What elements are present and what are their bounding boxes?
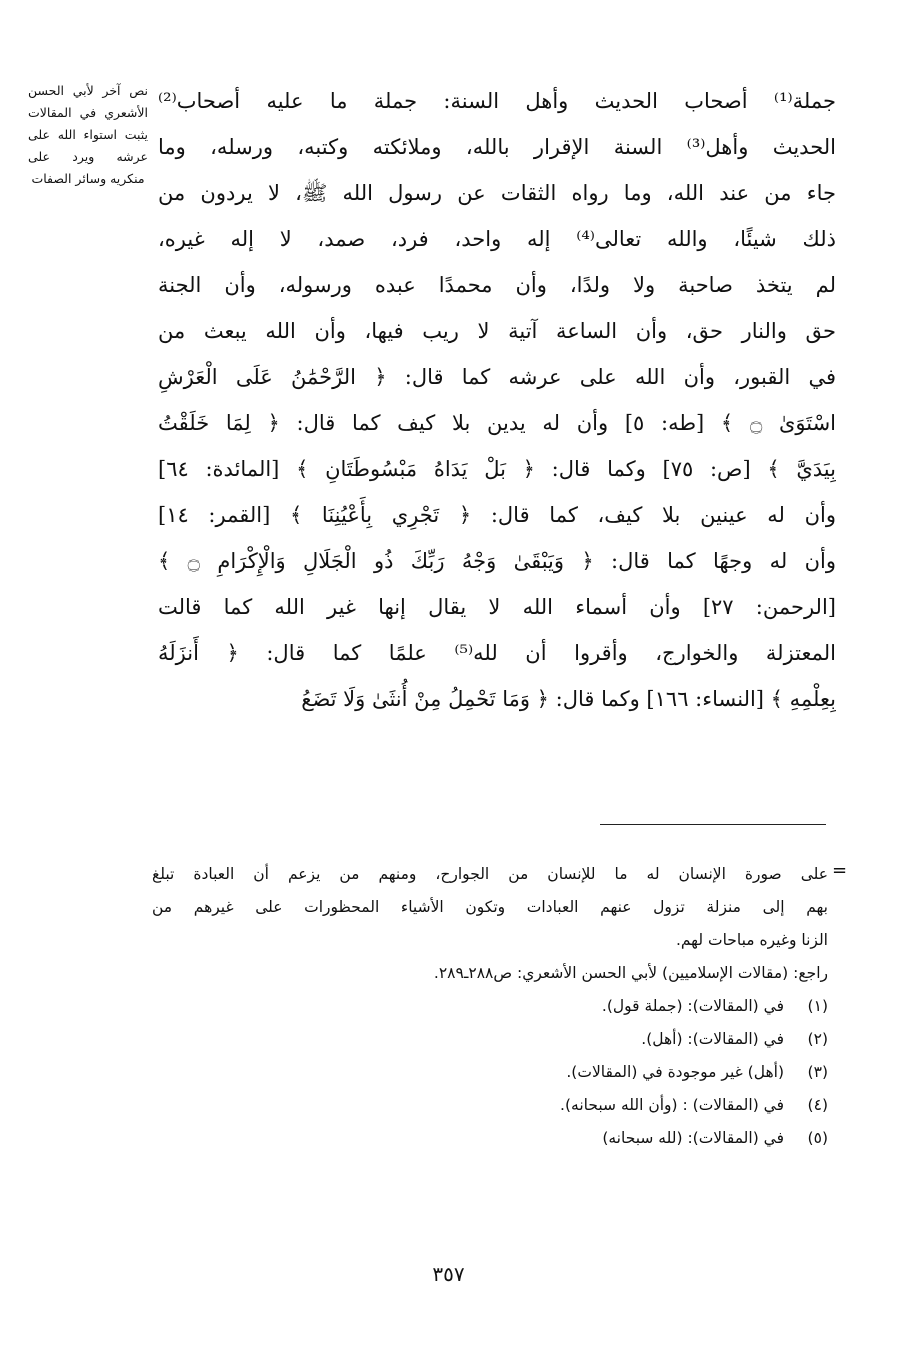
- text-line: [الرحمن: ٢٧] وأن أسماء الله لا يقال إنها غير الله كما قالت: [158, 595, 836, 619]
- footnote-text: في (المقالات): (أهل).: [641, 1030, 784, 1048]
- footnote-number: (٥): [807, 1129, 828, 1147]
- footnote-item: [152, 1023, 828, 1056]
- footnote-continuation-line: بهم إلى منزلة تزول عنهم العبادات وتكون الأشياء المحظورات على غيرهم من: [152, 898, 828, 916]
- text-line: الحديث وأهل⁽³⁾ السنة الإقرار بالله، وملائكته وكتبه، ورسله، وما: [158, 135, 836, 159]
- text-line: وأن له وجهًا كما قال: ﴿ وَيَبْقَىٰ وَجْهُ رَبِّكَ ذُو الْجَلَالِ وَالْإِكْرَامِ ۝ ﴾: [158, 549, 836, 573]
- footnote-number: (١): [807, 997, 828, 1015]
- text-line: حق والنار حق، وأن الساعة آتية لا ريب فيها، وأن الله يبعث من: [158, 319, 836, 343]
- margin-note: نص آخر لأبي الحسن الأشعري في المقالات يثبت استواء الله على عرشه ويرد على منكريه وسائر الصفات: [28, 83, 148, 186]
- footnote-reference: راجع: (مقالات الإسلاميين) لأبي الحسن الأشعري: ص٢٨٨ـ٢٨٩.: [433, 964, 828, 982]
- footnote-text: في (المقالات): (جملة قول).: [601, 997, 784, 1015]
- footnotes: [152, 858, 828, 1155]
- footnote-number: (٢): [807, 1030, 828, 1048]
- footnote-item: [152, 990, 828, 1023]
- text-line: المعتزلة والخوارج، وأقروا أن لله⁽⁵⁾ علمًا كما قال: ﴿ أَنزَلَهُ: [158, 641, 836, 665]
- footnote-item: [152, 1089, 828, 1122]
- footnote-text: (أهل) غير موجودة في (المقالات).: [566, 1063, 784, 1081]
- text-line: في القبور، وأن الله على عرشه كما قال: ﴿ الرَّحْمَٰنُ عَلَى الْعَرْشِ: [158, 365, 836, 389]
- footnote-divider: [600, 824, 826, 825]
- footnote-text: في (المقالات): (لله سبحانه): [602, 1129, 784, 1147]
- footnote-continuation-mark: =: [832, 860, 848, 881]
- footnote-number: (٤): [807, 1096, 828, 1114]
- text-line: اسْتَوَىٰ ۝ ﴾ [طه: ٥] وأن له يدين بلا كيف كما قال: ﴿ لِمَا خَلَقْتُ: [158, 411, 836, 435]
- text-line: جاء من عند الله، وما رواه الثقات عن رسول الله ﷺ، لا يردون من: [158, 181, 836, 205]
- footnote-continuation-line: على صورة الإنسان له ما للإنسان من الجوارح، ومنهم من يزعم أن العبادة تبلغ: [152, 865, 828, 883]
- main-text: [158, 78, 836, 722]
- text-line: جملة⁽¹⁾ أصحاب الحديث وأهل السنة: جملة ما عليه أصحاب⁽²⁾: [158, 89, 836, 113]
- page-number: ٣٥٧: [432, 1262, 465, 1286]
- footnote-text: في (المقالات) : (وأن الله سبحانه).: [560, 1096, 784, 1114]
- text-line: بِيَدَيَّ ﴾ [ص: ٧٥] وكما قال: ﴿ بَلْ يَدَاهُ مَبْسُوطَتَانِ ﴾ [المائدة: ٦٤]: [158, 457, 836, 481]
- text-line: وأن له عينين بلا كيف، كما قال: ﴿ تَجْرِي بِأَعْيُنِنَا ﴾ [القمر: ١٤]: [158, 503, 836, 527]
- footnote-item: [152, 1122, 828, 1155]
- footnote-continuation-line: الزنا وغيره مباحات لهم.: [675, 931, 828, 949]
- text-line: ذلك شيئًا، والله تعالى⁽⁴⁾ إله واحد، فرد، صمد، لا إله غيره،: [158, 227, 836, 251]
- footnote-number: (٣): [807, 1063, 828, 1081]
- footnote-item: [152, 1056, 828, 1089]
- text-line: لم يتخذ صاحبة ولا ولدًا، وأن محمدًا عبده ورسوله، وأن الجنة: [158, 273, 836, 297]
- text-line: بِعِلْمِهِ ﴾ [النساء: ١٦٦] وكما قال: ﴿ وَمَا تَحْمِلُ مِنْ أُنثَىٰ وَلَا تَضَعُ: [301, 687, 836, 711]
